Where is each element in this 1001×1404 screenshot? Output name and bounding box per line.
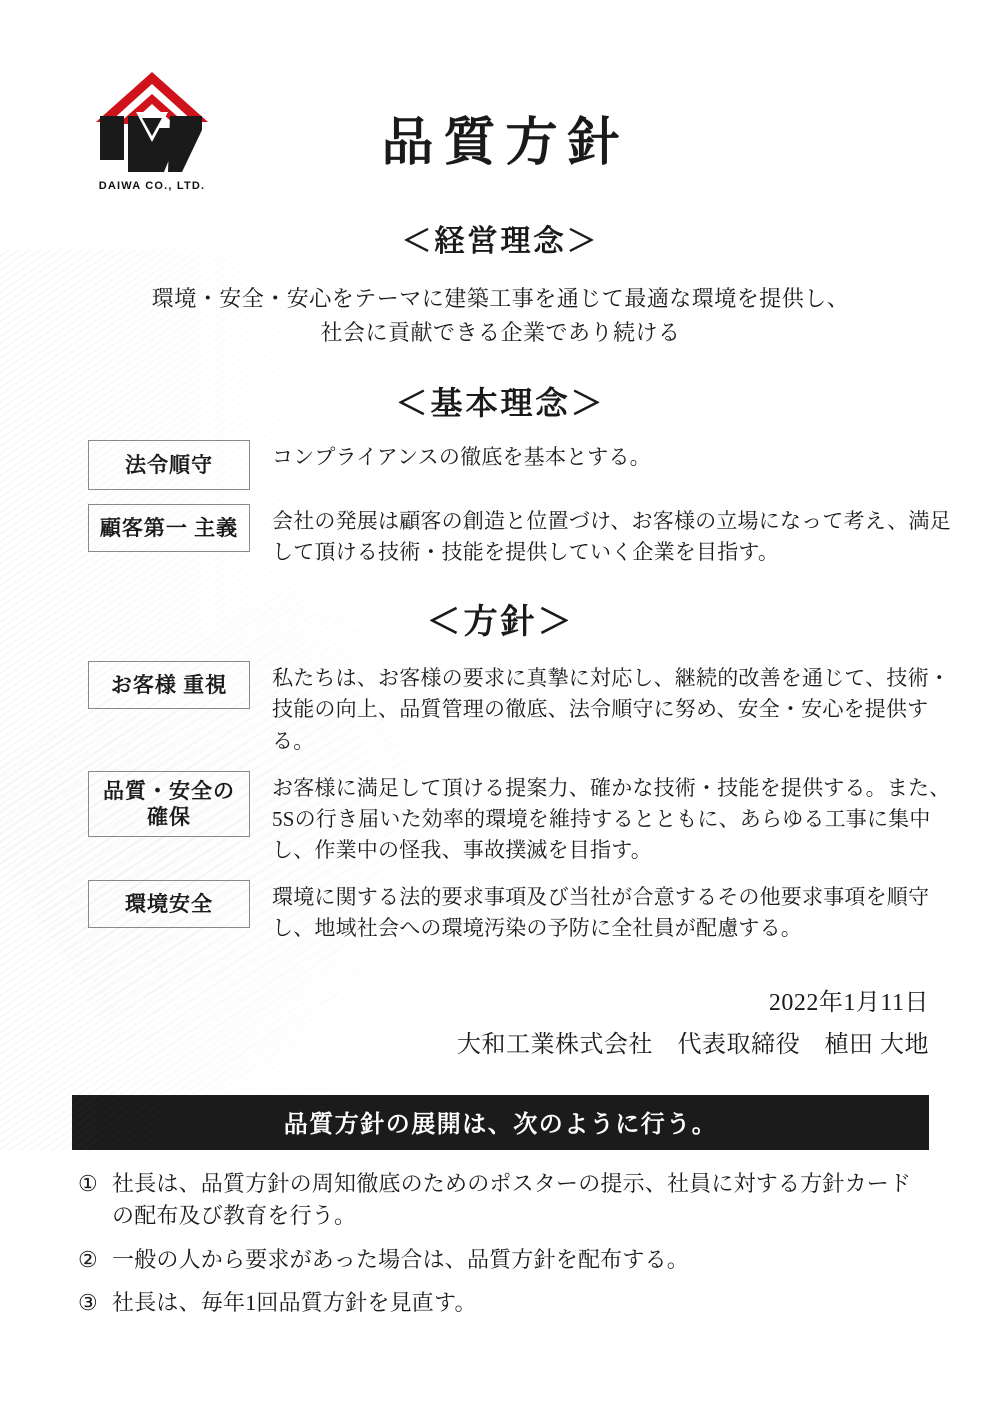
section-heading-philosophy: ＜経営理念＞ — [401, 225, 600, 258]
list-item-text: 社長は、品質方針の周知徹底のためのポスターの提示、社員に対する方針カードの配布及び教育を行う。 — [112, 1170, 912, 1228]
philosophy-line-1: 環境・安全・安心をテーマに建築工事を通じて最適な環境を提供し、 — [151, 286, 850, 311]
item-description: コンプライアンスの徹底を基本とする。 — [272, 445, 651, 470]
deployment-list — [78, 1168, 923, 1320]
basic-principles-list — [0, 440, 1001, 568]
item-description: 会社の発展は顧客の創造と位置づけ、お客様の立場になって考え、満足して頂ける技術・技能を提供していく企業を目指す。 — [272, 509, 951, 565]
item-label-box: 法令順守 — [88, 440, 250, 490]
list-item-text: 一般の人から要求があった場合は、品質方針を配布する。 — [112, 1246, 689, 1272]
philosophy-line-2: 社会に貢献できる企業であり続ける — [320, 320, 681, 346]
item-description: お客様に満足して頂ける提案力、確かな技術・技能を提供する。また、5Sの行き届いた効率的環境を維持するとともに、あらゆる工事に集中し、作業中の怪我、事故撲滅を目指す。 — [272, 775, 951, 862]
logo-wordmark: DAIWA CO., LTD. — [98, 180, 206, 192]
item-description: 環境に関する法的要求事項及び当社が合意するその他要求事項を順守し、地域社会への環境汚染の予防に全社員が配慮する。 — [272, 884, 930, 940]
list-item — [88, 771, 951, 866]
philosophy-body — [0, 282, 1001, 350]
section-heading-policy: ＜方針＞ — [426, 604, 575, 642]
list-item — [88, 880, 951, 944]
list-item-number: ② — [78, 1246, 98, 1272]
signature-date: 2022年1月11日 — [768, 989, 929, 1016]
list-item — [78, 1244, 923, 1276]
list-item — [88, 661, 951, 756]
item-label-box: 顧客第一 主義 — [88, 504, 250, 552]
list-item-number: ① — [78, 1170, 98, 1196]
signature-name: 大和工業株式会社 代表取締役 植田 大地 — [457, 1032, 929, 1059]
list-item-text: 社長は、毎年1回品質方針を見直す。 — [112, 1290, 477, 1316]
deployment-band-title: 品質方針の展開は、次のように行う。 — [72, 1095, 929, 1150]
item-label-box: 環境安全 — [88, 880, 250, 928]
policy-list — [0, 661, 1001, 944]
list-item — [78, 1287, 923, 1319]
list-item-number: ③ — [78, 1290, 98, 1316]
list-item — [88, 504, 951, 568]
item-description: 私たちは、お客様の要求に真摯に対応し、継続的改善を通じて、技術・技能の向上、品質管理の徹底、法令順守に努め、安全・安心を提供する。 — [272, 666, 950, 753]
item-label-box: お客様 重視 — [88, 661, 250, 709]
section-heading-basic: ＜基本理念＞ — [395, 385, 606, 422]
page-title: 品質方針 — [381, 115, 630, 172]
item-label-box: 品質・安全の 確保 — [88, 771, 250, 838]
list-item — [78, 1168, 923, 1232]
list-item — [88, 440, 951, 490]
document-header — [0, 0, 1001, 210]
signature-block — [0, 984, 1001, 1065]
